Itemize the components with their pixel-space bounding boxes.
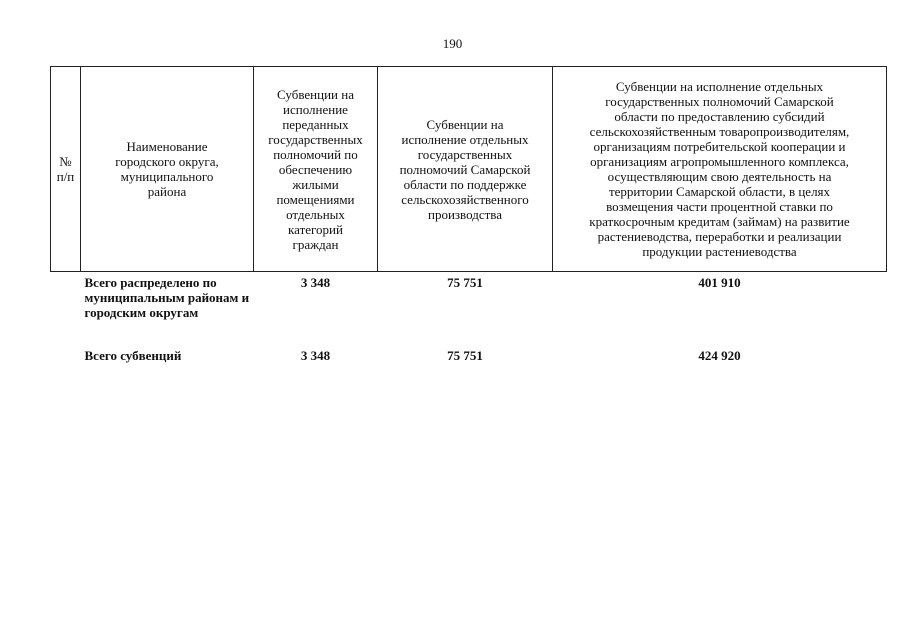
header-row bbox=[51, 67, 887, 272]
row-interest-value: 401 910 bbox=[698, 275, 741, 290]
table-header bbox=[51, 67, 887, 272]
table-row bbox=[51, 345, 887, 363]
row-agriculture-value: 75 751 bbox=[447, 275, 483, 290]
subventions-table bbox=[50, 66, 887, 363]
row-number bbox=[51, 272, 81, 346]
row-interest-value: 424 920 bbox=[698, 348, 741, 363]
row-label: Всего субвенций bbox=[84, 348, 182, 363]
row-housing-value: 3 348 bbox=[300, 275, 331, 290]
row-agriculture-value: 75 751 bbox=[447, 348, 483, 363]
page-number: 190 bbox=[442, 36, 463, 51]
row-housing-value: 3 348 bbox=[300, 348, 331, 363]
row-label: Всего распределено по муниципальным районам и городским округам bbox=[84, 275, 250, 320]
header-number: № п/п bbox=[51, 67, 81, 272]
header-agriculture-subventions: Субвенции на исполнение отдельных государственных полномочий Самарской области по поддержке сельскохозяйственного производства bbox=[378, 67, 553, 272]
header-interest-rate-subventions: Субвенции на исполнение отдельных государственных полномочий Самарской области по предоставлению субсидий сельскохозяйственным товаропроизводителям, организациям потребительской кооперации и организациям агропромышленного комплекса, осуществляющим свою деятельность на территории Самарской области, в целях возмещения части процентной ставки по краткосрочным кредитам (займам) на развитие растениеводства, переработки и реализации продукции растениеводства bbox=[553, 67, 887, 272]
header-district-name: Наименование городского округа, муниципального района bbox=[81, 67, 254, 272]
table-row bbox=[51, 272, 887, 346]
row-number bbox=[51, 345, 81, 363]
table-body bbox=[51, 272, 887, 364]
header-housing-subventions: Субвенции на исполнение переданных государственных полномочий по обеспечению жилыми помещениями отдельных категорий граждан bbox=[254, 67, 378, 272]
